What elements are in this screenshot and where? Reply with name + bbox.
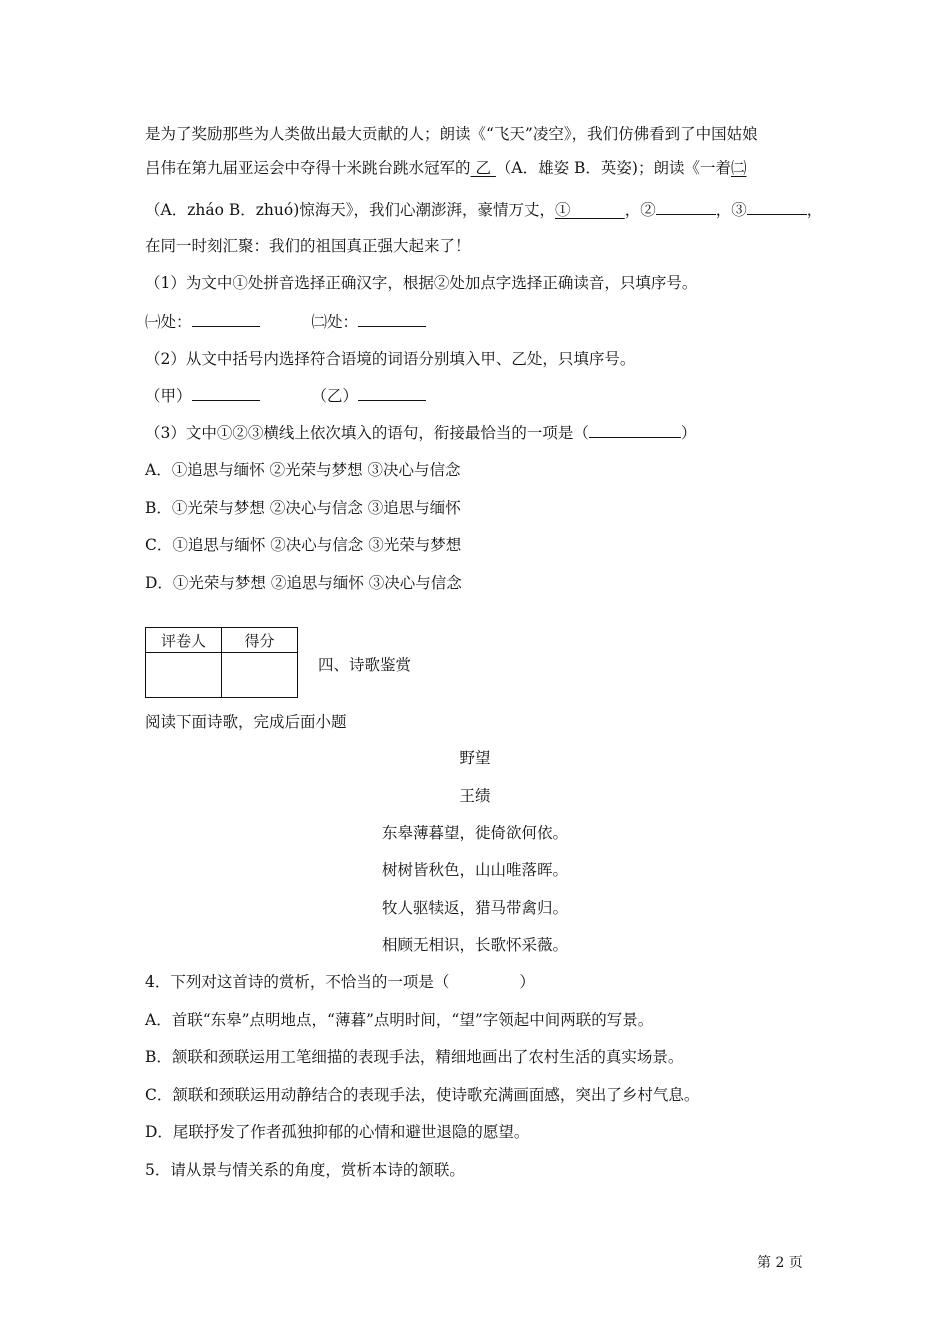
q1-b-label: ㈡处： [311,313,359,331]
q2-prompt: （2）从文中括号内选择符合语境的词语分别填入甲、乙处，只填序号。 [145,350,636,368]
poem-title: 野望 [459,749,491,767]
page-number: 第 2 页 [757,1255,803,1271]
blank-2-label: ，② [624,201,656,219]
section-title: 四、诗歌鉴赏 [318,656,412,674]
score-table-grader-cell [146,653,222,698]
score-table-score-cell [222,653,298,698]
blank-yi-answer: 乙 [475,159,491,177]
q2-a-blank [192,386,260,401]
q3-prompt-text: （3）文中①②③横线上依次填入的语句，衔接最恰当的一项是（ [145,424,589,442]
blank-1: ① [555,201,571,219]
q3-prompt [145,423,696,443]
poem-line: 东皋薄暮望，徙倚欲何依。 [381,824,568,842]
poem-line: 树树皆秋色，山山唯落晖。 [381,861,568,879]
passage-line-1: 是为了奖励那些为人类做出最大贡献的人；朗读《“飞天”凌空》，我们仿佛看到了中国姑娘 [145,125,758,143]
q4-option-c: C．颔联和颈联运用动静结合的表现手法，使诗歌充满画面感，突出了乡村气息。 [145,1086,700,1104]
q5-prompt: 5．请从景与情关系的角度，赏析本诗的颔联。 [145,1161,465,1179]
blank-2 [656,200,716,215]
q4-option-b: B．颔联和颈联运用工笔细描的表现手法，精细地画出了农村生活的真实场景。 [145,1048,684,1066]
poem-line: 相顾无相识，长歌怀采薇。 [381,936,568,954]
blank-3-label: ，③ [715,201,747,219]
blank-3 [747,200,807,215]
passage-line-3-end: ， [806,201,823,219]
score-table-grader-header: 评卷人 [146,628,222,653]
passage-line-2-options: （A．雄姿 B．英姿)；朗读《一着 [495,159,731,177]
q4-prompt-end: ） [519,973,535,991]
q4-prompt [145,972,535,992]
poem-line: 牧人驱犊返，猎马带禽归。 [381,899,568,917]
passage-line-3 [145,200,822,220]
passage-line-4: 在同一时刻汇聚：我们的祖国真正强大起来了！ [145,237,471,255]
passage-line-3-text: （A．zháo B．zhuó)惊海天》，我们心潮澎湃，豪情万丈， [145,201,555,219]
q1-a-blank [192,312,260,327]
q4-prompt-text: 4．下列对这首诗的赏析，不恰当的一项是（ [145,973,450,991]
q1-a-label: ㈠处： [145,313,192,331]
q4-option-d: D．尾联抒发了作者孤独抑郁的心情和避世退隐的愿望。 [145,1123,530,1141]
section-instruction: 阅读下面诗歌，完成后面小题 [145,713,347,731]
q4-option-a: A．首联“东皋”点明地点，“薄暮”点明时间，“望”字领起中间两联的写景。 [145,1011,654,1029]
poem-author: 王绩 [459,787,491,805]
q3-prompt-end: ） [680,424,697,442]
q1-prompt: （1）为文中①处拼音选择正确汉字，根据②处加点字选择正确读音，只填序号。 [145,274,698,292]
q1-b-blank [358,312,426,327]
passage-line-2-text: 吕伟在第九届亚运会中夺得十米跳台跳水冠军的 [145,159,471,177]
passage-line-2 [145,158,746,178]
q3-option-b: B．①光荣与梦想 ②决心与信念 ③追思与缅怀 [145,499,461,517]
score-table [145,627,298,698]
q3-answer-blank [589,423,681,438]
q2-b-label: （乙） [311,387,359,405]
q3-option-d: D．①光荣与梦想 ②追思与缅怀 ③决心与信念 [145,574,462,592]
q2-a-label: （甲） [145,387,192,405]
q2-b-blank [358,386,426,401]
q3-option-c: C．①追思与缅怀 ②决心与信念 ③光荣与梦想 [145,536,462,554]
q2-answers [145,386,426,406]
blank-er-mark: ㈡ [730,159,747,177]
q1-answers [145,312,426,332]
q3-option-a: A．①追思与缅怀 ②光荣与梦想 ③决心与信念 [145,461,461,479]
score-table-score-header: 得分 [222,628,298,653]
